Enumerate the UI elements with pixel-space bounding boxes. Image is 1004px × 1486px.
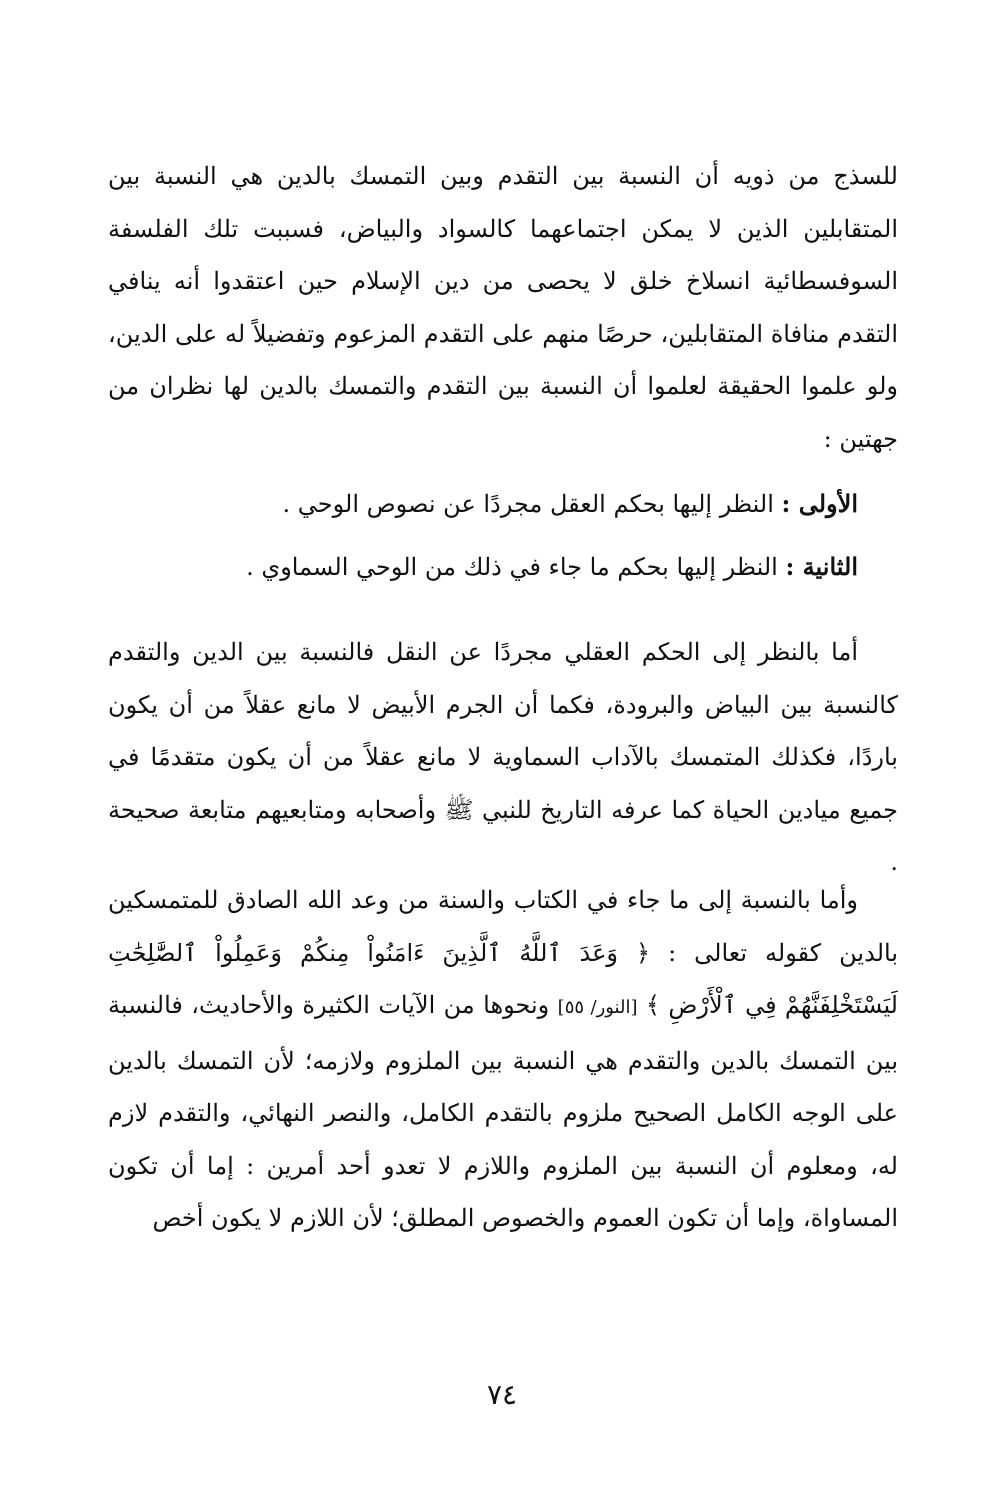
paragraph-continuation: للسذج من ذويه أن النسبة بين التقدم وبين التمسك بالدين هي النسبة بين المتقابلين الذين لا يمكن اجتماعهما كالسواد والبياض، فسببت تلك الفلسفة السوفسطائية انسلاخ خلق لا يحصى من دين الإسلام حين اعتقدوا أنه ينافي التقدم منافاة المتقابلين، حرصًا منهم على التقدم المزعوم وتفضيلاً له على الدين، ولو علموا الحقيقة لعلموا أن النسبة بين التقدم والتمسك بالدين لها نظران من جهتين : bbox=[108, 162, 898, 453]
point-second-text: النظر إليها بحكم ما جاء في ذلك من الوحي السماوي . bbox=[246, 552, 786, 581]
paragraph-revelation-intro: وأما بالنسبة إلى ما جاء في الكتاب والسنة من وعد الله الصادق للمتمسكين بالدين كقوله تعالى : bbox=[108, 886, 899, 967]
paragraph-rational-view: أما بالنظر إلى الحكم العقلي مجردًا عن النقل فالنسبة بين الدين والتقدم كالنسبة بين البياض والبرودة، فكما أن الجرم الأبيض لا مانع عقلاً من أن يكون باردًا، فكذلك المتمسك بالآداب السماوية لا مانع عقلاً من أن يكون متقدمًا في جميع ميادين الحياة كما عرفه التاريخ للنبي ﷺ وأصحابه ومتابعيهم متابعة صحيحة . bbox=[108, 638, 898, 876]
point-second-label: الثانية : bbox=[785, 551, 858, 581]
text-column-bottom bbox=[108, 874, 898, 1245]
quran-verse: ﴿ وَعَدَ ٱللَّهُ ٱلَّذِينَ ءَامَنُواْ مِنكُمْ وَعَمِلُواْ ٱلصَّٰلِحَٰتِ لَيَسْتَخْلِفَنَّهُمْ فِي ٱلْأَرْضِ ﴾ bbox=[108, 938, 898, 1019]
page-number: ٧٤ bbox=[486, 1378, 518, 1411]
point-first bbox=[108, 478, 898, 531]
points-list bbox=[108, 478, 898, 603]
verse-reference: [النور/ ٥٥] bbox=[557, 997, 638, 1018]
point-first-text: النظر إليها بحكم العقل مجردًا عن نصوص الوحي . bbox=[282, 490, 782, 518]
point-second bbox=[108, 541, 898, 594]
paragraph-revelation-rest: ونحوها من الآيات الكثيرة والأحاديث، فالنسبة بين التمسك بالدين والتقدم هي النسبة بين الملزوم ولازمه؛ لأن التمسك بالدين على الوجه الكامل الصحيح ملزوم بالتقدم الكامل، والنصر النهائي، والتقدم لازم له، ومعلوم أن النسبة بين الملزوم واللازم لا تعدو أحد أمرين : إما أن تكون المساواة، وإما أن تكون العموم والخصوص المطلق؛ لأن اللازم لا يكون أخص bbox=[108, 991, 898, 1232]
paragraph-revelation-view bbox=[108, 874, 898, 1245]
text-column-top bbox=[108, 150, 898, 465]
point-first-label: الأولى : bbox=[781, 489, 858, 518]
text-column-middle bbox=[108, 626, 898, 889]
